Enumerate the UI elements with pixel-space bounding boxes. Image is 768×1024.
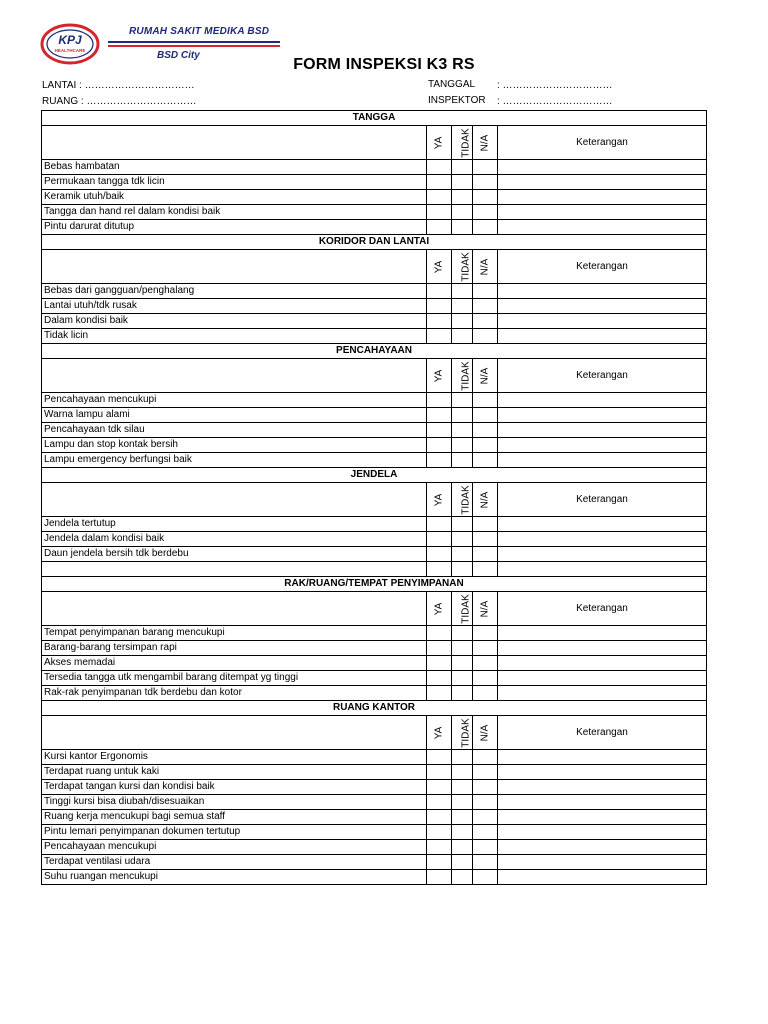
checklist-row [42,547,707,562]
checklist-item-label: Ruang kerja mencukupi bagi semua staff [42,810,427,825]
checklist-row [42,205,707,220]
checklist-item-label: Pencahayaan tdk silau [42,423,427,438]
keterangan-cell[interactable] [498,299,707,314]
na-check-cell[interactable] [473,423,498,438]
ruang-field[interactable]: RUANG : …………………………… [42,96,197,107]
keterangan-column-header: Keterangan [498,126,707,160]
na-column-header [473,359,498,393]
ya-check-cell[interactable] [427,329,452,344]
section-header-row [42,701,707,716]
checklist-row [42,175,707,190]
keterangan-column-header: Keterangan [498,592,707,626]
checklist-item-label: Bebas dari gangguan/penghalang [42,284,427,299]
keterangan-cell[interactable] [498,532,707,547]
checklist-row [42,314,707,329]
inspektor-field[interactable]: : …………………………… [497,96,613,107]
na-check-cell[interactable] [473,220,498,235]
keterangan-cell[interactable] [498,423,707,438]
checklist-row [42,626,707,641]
keterangan-cell[interactable] [498,453,707,468]
tidak-check-cell[interactable] [452,453,473,468]
tidak-check-cell[interactable] [452,205,473,220]
na-check-cell[interactable] [473,205,498,220]
logo-text: KPJ [58,33,82,47]
checklist-item-label: Pencahayaan mencukupi [42,840,427,855]
tidak-check-cell[interactable] [452,517,473,532]
checklist-item-label: Terdapat ventilasi udara [42,855,427,870]
checklist-row [42,423,707,438]
keterangan-cell[interactable] [498,393,707,408]
column-header-row [42,359,707,393]
ya-check-cell[interactable] [427,314,452,329]
keterangan-cell[interactable] [498,840,707,855]
ya-column-header-label: YA [432,260,444,273]
item-column-header [42,250,427,284]
na-check-cell[interactable] [473,284,498,299]
keterangan-cell[interactable] [498,205,707,220]
na-column-header-label: N/A [478,724,490,741]
section-header-row [42,111,707,126]
checklist-item-label: Terdapat ruang untuk kaki [42,765,427,780]
keterangan-cell[interactable] [498,408,707,423]
na-check-cell[interactable] [473,329,498,344]
checklist-row [42,190,707,205]
checklist-item-label: Pintu lemari penyimpanan dokumen tertutup [42,825,427,840]
keterangan-cell[interactable] [498,656,707,671]
ya-column-header [427,126,452,160]
tidak-column-header-label: TIDAK [460,593,472,624]
na-column-header [473,250,498,284]
hospital-city: BSD City [157,50,200,61]
na-check-cell[interactable] [473,190,498,205]
tidak-column-header-label: TIDAK [460,127,472,158]
checklist-row [42,641,707,656]
item-column-header [42,716,427,750]
item-column-header [42,592,427,626]
ya-check-cell[interactable] [427,626,452,641]
section-title: RAK/RUANG/TEMPAT PENYIMPANAN [42,577,707,592]
checklist-row [42,840,707,855]
tidak-column-header [452,483,473,517]
tidak-check-cell[interactable] [452,190,473,205]
tidak-column-header [452,126,473,160]
checklist-item-label: Jendela tertutup [42,517,427,532]
na-check-cell[interactable] [473,671,498,686]
tidak-column-header [452,250,473,284]
column-header-row [42,716,707,750]
na-check-cell[interactable] [473,314,498,329]
inspection-table [41,110,707,885]
tidak-check-cell[interactable] [452,393,473,408]
checklist-row [42,825,707,840]
na-check-cell[interactable] [473,160,498,175]
na-check-cell[interactable] [473,547,498,562]
na-check-cell[interactable] [473,810,498,825]
ya-check-cell[interactable] [427,750,452,765]
tidak-check-cell[interactable] [452,840,473,855]
tidak-column-header-label: TIDAK [460,251,472,282]
keterangan-cell[interactable] [498,562,707,577]
item-column-header [42,483,427,517]
tidak-check-cell[interactable] [452,562,473,577]
checklist-item-label: Lampu dan stop kontak bersih [42,438,427,453]
tidak-check-cell[interactable] [452,284,473,299]
checklist-row [42,517,707,532]
keterangan-cell[interactable] [498,641,707,656]
checklist-row [42,656,707,671]
tidak-check-cell[interactable] [452,547,473,562]
ya-column-header [427,716,452,750]
section-header-row [42,468,707,483]
checklist-item-label: Tidak licin [42,329,427,344]
tidak-column-header-label: TIDAK [460,717,472,748]
ya-check-cell[interactable] [427,765,452,780]
ya-check-cell[interactable] [427,671,452,686]
tidak-check-cell[interactable] [452,438,473,453]
keterangan-cell[interactable] [498,686,707,701]
ya-check-cell[interactable] [427,795,452,810]
checklist-row [42,408,707,423]
ya-check-cell[interactable] [427,160,452,175]
na-column-header [473,126,498,160]
ya-column-header [427,250,452,284]
keterangan-cell[interactable] [498,825,707,840]
logo-subtext: HEALTHCARE [54,48,86,53]
ya-check-cell[interactable] [427,284,452,299]
section-title: KORIDOR DAN LANTAI [42,235,707,250]
keterangan-cell[interactable] [498,765,707,780]
na-check-cell[interactable] [473,765,498,780]
checklist-item-label: Lantai utuh/tdk rusak [42,299,427,314]
na-check-cell[interactable] [473,408,498,423]
checklist-item-label: Lampu emergency berfungsi baik [42,453,427,468]
tidak-check-cell[interactable] [452,686,473,701]
checklist-item-label: Pencahayaan mencukupi [42,393,427,408]
keterangan-cell[interactable] [498,870,707,885]
ya-check-cell[interactable] [427,855,452,870]
ya-check-cell[interactable] [427,517,452,532]
ya-check-cell[interactable] [427,532,452,547]
checklist-row [42,686,707,701]
tidak-check-cell[interactable] [452,175,473,190]
na-column-header-label: N/A [478,600,490,617]
na-check-cell[interactable] [473,825,498,840]
checklist-row [42,870,707,885]
checklist-row [42,795,707,810]
na-check-cell[interactable] [473,626,498,641]
keterangan-column-header: Keterangan [498,359,707,393]
checklist-item-label: Warna lampu alami [42,408,427,423]
keterangan-cell[interactable] [498,795,707,810]
keterangan-cell[interactable] [498,284,707,299]
inspection-table-body [42,111,707,885]
section-title: JENDELA [42,468,707,483]
na-column-header [473,483,498,517]
checklist-item-label: Daun jendela bersih tdk berdebu [42,547,427,562]
keterangan-cell[interactable] [498,314,707,329]
checklist-row [42,532,707,547]
checklist-row [42,160,707,175]
ya-check-cell[interactable] [427,220,452,235]
tidak-column-header [452,592,473,626]
checklist-item-label: Jendela dalam kondisi baik [42,532,427,547]
inspektor-label: INSPEKTOR [428,95,486,106]
header-divider-blue [108,41,280,43]
tidak-check-cell[interactable] [452,750,473,765]
checklist-item-label [42,562,427,577]
ya-column-header-label: YA [432,602,444,615]
ya-check-cell[interactable] [427,870,452,885]
ya-check-cell[interactable] [427,205,452,220]
keterangan-cell[interactable] [498,810,707,825]
ya-check-cell[interactable] [427,686,452,701]
tidak-column-header-label: TIDAK [460,484,472,515]
na-check-cell[interactable] [473,780,498,795]
keterangan-cell[interactable] [498,750,707,765]
column-header-row [42,483,707,517]
section-header-row [42,577,707,592]
section-title: TANGGA [42,111,707,126]
na-column-header-label: N/A [478,491,490,508]
na-column-header-label: N/A [478,258,490,275]
na-check-cell[interactable] [473,438,498,453]
na-check-cell[interactable] [473,656,498,671]
ya-column-header-label: YA [432,493,444,506]
column-header-row [42,126,707,160]
keterangan-cell[interactable] [498,438,707,453]
na-check-cell[interactable] [473,175,498,190]
keterangan-cell[interactable] [498,220,707,235]
checklist-item-label: Dalam kondisi baik [42,314,427,329]
section-header-row [42,235,707,250]
ya-column-header [427,483,452,517]
ya-check-cell[interactable] [427,840,452,855]
ya-check-cell[interactable] [427,299,452,314]
na-check-cell[interactable] [473,795,498,810]
ya-check-cell[interactable] [427,656,452,671]
column-header-row [42,250,707,284]
item-column-header [42,359,427,393]
tidak-check-cell[interactable] [452,825,473,840]
tidak-check-cell[interactable] [452,641,473,656]
lantai-field[interactable]: LANTAI : …………………………… [42,80,195,91]
checklist-row [42,329,707,344]
checklist-item-label: Tempat penyimpanan barang mencukupi [42,626,427,641]
column-header-row [42,592,707,626]
checklist-item-label: Bebas hambatan [42,160,427,175]
checklist-item-label: Akses memadai [42,656,427,671]
tidak-check-cell[interactable] [452,795,473,810]
ya-check-cell[interactable] [427,780,452,795]
na-check-cell[interactable] [473,299,498,314]
na-column-header [473,716,498,750]
checklist-item-label: Tangga dan hand rel dalam kondisi baik [42,205,427,220]
ya-column-header [427,592,452,626]
checklist-row [42,671,707,686]
item-column-header [42,126,427,160]
tidak-check-cell[interactable] [452,423,473,438]
checklist-row [42,810,707,825]
checklist-row [42,453,707,468]
tidak-check-cell[interactable] [452,780,473,795]
na-check-cell[interactable] [473,855,498,870]
checklist-row [42,438,707,453]
na-check-cell[interactable] [473,750,498,765]
checklist-item-label: Barang-barang tersimpan rapi [42,641,427,656]
keterangan-cell[interactable] [498,160,707,175]
checklist-item-label: Pintu darurat ditutup [42,220,427,235]
checklist-row [42,220,707,235]
checklist-row [42,855,707,870]
tidak-check-cell[interactable] [452,870,473,885]
tidak-check-cell[interactable] [452,408,473,423]
tanggal-field[interactable]: : …………………………… [497,80,613,91]
checklist-row [42,765,707,780]
checklist-row [42,393,707,408]
na-check-cell[interactable] [473,641,498,656]
na-check-cell[interactable] [473,517,498,532]
section-title: RUANG KANTOR [42,701,707,716]
na-column-header [473,592,498,626]
checklist-item-label: Permukaan tangga tdk licin [42,175,427,190]
header-divider-red [108,45,280,47]
checklist-row [42,284,707,299]
ya-column-header [427,359,452,393]
ya-column-header-label: YA [432,136,444,149]
ya-check-cell[interactable] [427,810,452,825]
na-check-cell[interactable] [473,840,498,855]
keterangan-cell[interactable] [498,175,707,190]
tidak-check-cell[interactable] [452,855,473,870]
checklist-item-label: Rak-rak penyimpanan tdk berdebu dan kotor [42,686,427,701]
keterangan-cell[interactable] [498,855,707,870]
ya-check-cell[interactable] [427,408,452,423]
hospital-name: RUMAH SAKIT MEDIKA BSD [129,26,270,37]
ya-column-header-label: YA [432,726,444,739]
checklist-item-label: Suhu ruangan mencukupi [42,870,427,885]
keterangan-column-header: Keterangan [498,716,707,750]
tidak-check-cell[interactable] [452,626,473,641]
na-check-cell[interactable] [473,532,498,547]
tidak-check-cell[interactable] [452,765,473,780]
checklist-row [42,750,707,765]
checklist-row [42,780,707,795]
ya-check-cell[interactable] [427,453,452,468]
checklist-row [42,299,707,314]
keterangan-cell[interactable] [498,329,707,344]
tidak-column-header-label: TIDAK [460,360,472,391]
tidak-check-cell[interactable] [452,671,473,686]
ya-check-cell[interactable] [427,423,452,438]
tidak-check-cell[interactable] [452,160,473,175]
na-check-cell[interactable] [473,870,498,885]
ya-check-cell[interactable] [427,825,452,840]
tidak-check-cell[interactable] [452,656,473,671]
checklist-item-label: Tersedia tangga utk mengambil barang ditempat yg tinggi [42,671,427,686]
ya-check-cell[interactable] [427,562,452,577]
keterangan-cell[interactable] [498,626,707,641]
ya-check-cell[interactable] [427,393,452,408]
section-title: PENCAHAYAAN [42,344,707,359]
tidak-column-header [452,716,473,750]
na-check-cell[interactable] [473,393,498,408]
tidak-check-cell[interactable] [452,220,473,235]
checklist-item-label: Kursi kantor Ergonomis [42,750,427,765]
tidak-check-cell[interactable] [452,532,473,547]
checklist-row [42,562,707,577]
na-column-header-label: N/A [478,134,490,151]
form-title: FORM INSPEKSI K3 RS [293,56,475,73]
ya-check-cell[interactable] [427,641,452,656]
keterangan-cell[interactable] [498,190,707,205]
tidak-check-cell[interactable] [452,810,473,825]
na-check-cell[interactable] [473,562,498,577]
keterangan-cell[interactable] [498,547,707,562]
na-check-cell[interactable] [473,686,498,701]
ya-check-cell[interactable] [427,175,452,190]
ya-check-cell[interactable] [427,190,452,205]
section-header-row [42,344,707,359]
na-column-header-label: N/A [478,367,490,384]
tanggal-label: TANGGAL [428,79,476,90]
checklist-item-label: Keramik utuh/baik [42,190,427,205]
tidak-check-cell[interactable] [452,329,473,344]
keterangan-cell[interactable] [498,780,707,795]
ya-check-cell[interactable] [427,547,452,562]
tidak-check-cell[interactable] [452,314,473,329]
keterangan-cell[interactable] [498,671,707,686]
keterangan-cell[interactable] [498,517,707,532]
tidak-column-header [452,359,473,393]
ya-check-cell[interactable] [427,438,452,453]
keterangan-column-header: Keterangan [498,250,707,284]
keterangan-column-header: Keterangan [498,483,707,517]
na-check-cell[interactable] [473,453,498,468]
tidak-check-cell[interactable] [452,299,473,314]
ya-column-header-label: YA [432,369,444,382]
checklist-item-label: Tinggi kursi bisa diubah/disesuaikan [42,795,427,810]
checklist-item-label: Terdapat tangan kursi dan kondisi baik [42,780,427,795]
